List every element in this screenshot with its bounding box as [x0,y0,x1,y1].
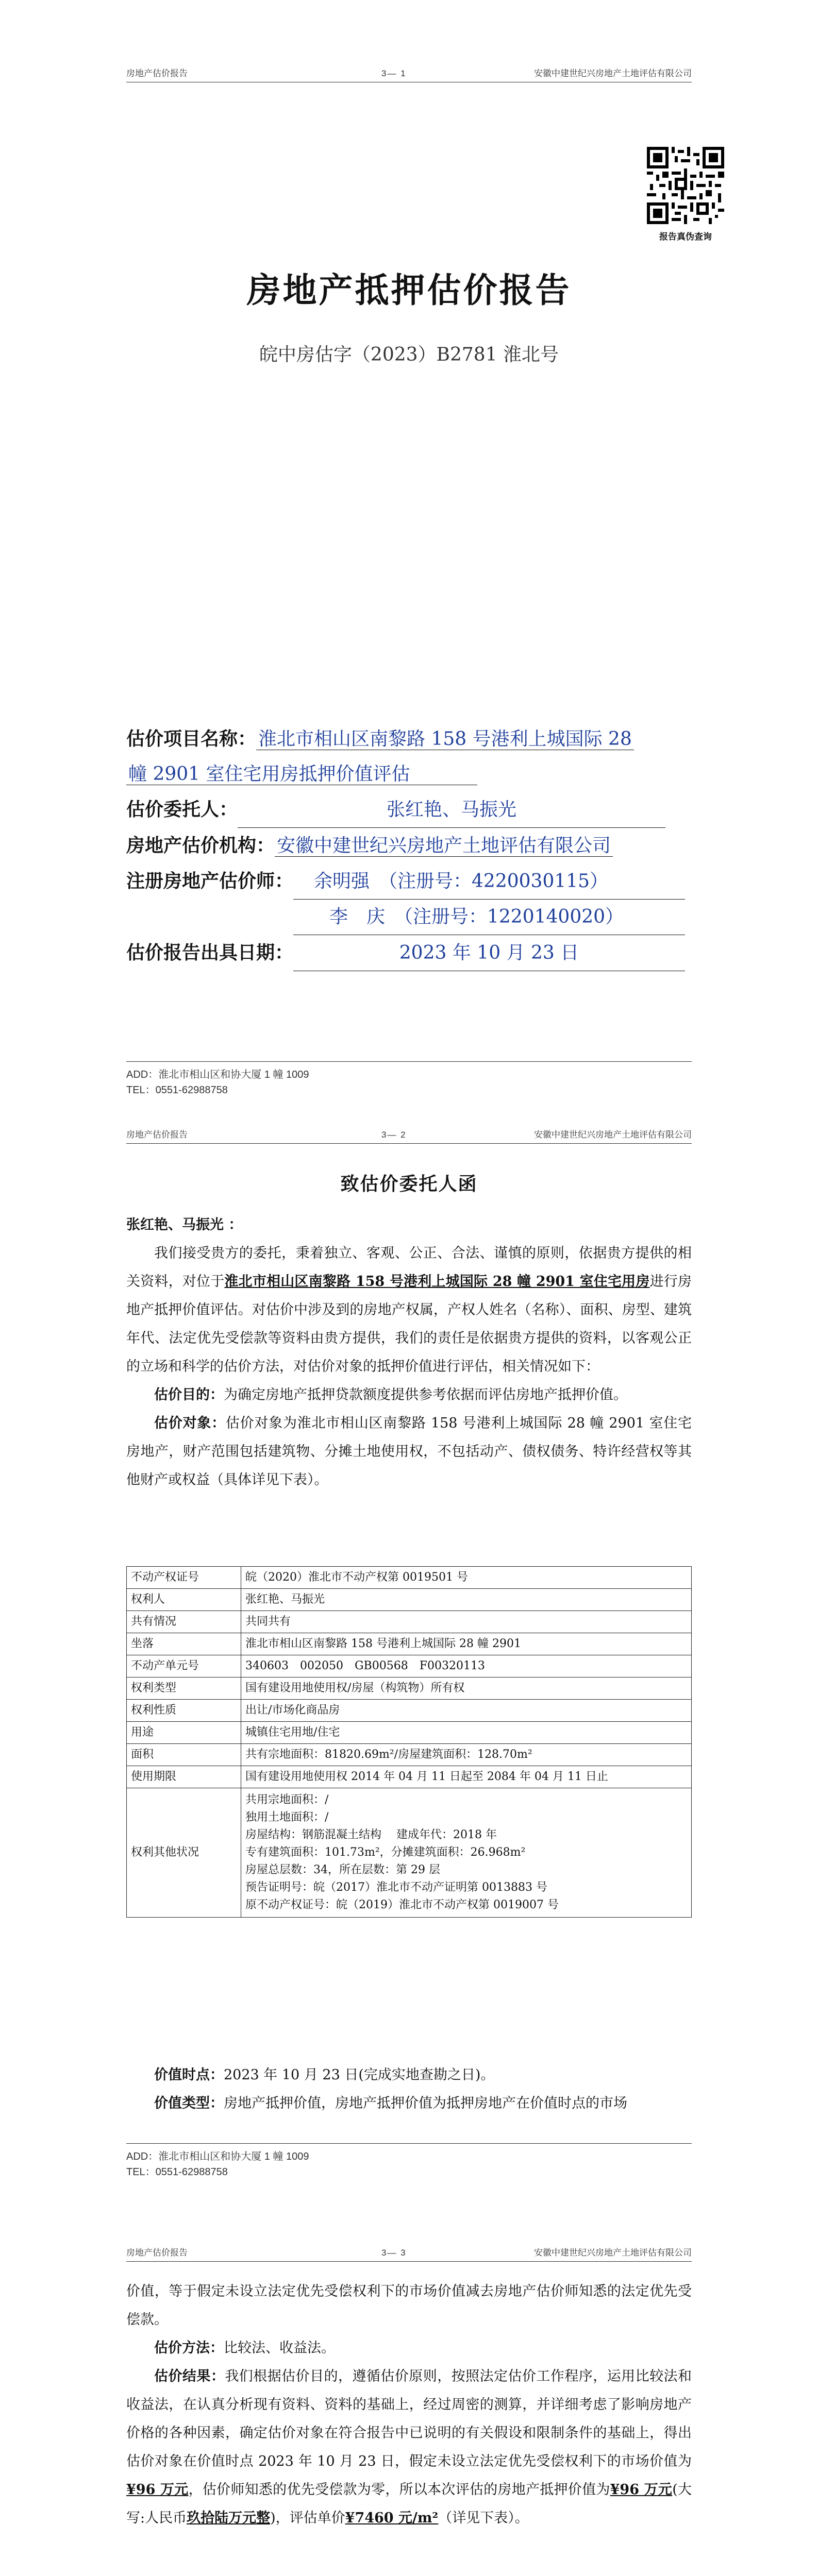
table-value: 国有建设用地使用权/房屋（构筑物）所有权 [241,1677,692,1700]
header-right: 安徽中建世纪兴房地产土地评估有限公司 [534,2248,692,2258]
org-value: 安徽中建世纪兴房地产土地评估有限公司 [275,835,613,857]
method-paragraph [126,2334,692,2362]
intro-a: 我们接受贵方的委托，秉着独立、客观、公正、合法、谨慎的原则，依据贵方提供的相关资料，对位于 [126,1245,692,1290]
result-g: )，评估单价 [270,2510,345,2526]
header-page-number: 3— 2 [381,1130,407,1140]
object-paragraph [126,1409,692,1494]
client-value: 张红艳、马振光 [238,792,665,828]
table-key: 共有情况 [127,1611,241,1633]
page-header [126,2246,692,2262]
object-text: 估价对象为淮北市相山区南黎路 158 号港利上城国际 28 幢 2901 室住宅房地产，财产范围包括建筑物、分摊土地使用权，不包括动产、债权债务、特许经营权等其他财产或权益（具体详见下表）。 [126,1415,692,1488]
other-item: 共用宗地面积：/ [245,1793,329,1806]
footer-tel: TEL：0551-62988758 [126,1084,228,1096]
header-left: 房地产估价报告 [126,1130,188,1140]
market-value: ¥96 万元 [126,2482,189,2498]
property-table [126,1566,692,1918]
date-label: 估价报告出具日期： [126,942,294,963]
table-key: 权利类型 [127,1677,241,1700]
table-row [127,1788,692,1918]
project-value-line2: 幢 2901 室住宅用房抵押价值评估 [126,764,477,785]
footer-address: ADD：淮北市相山区和协大厦 1 幢 1009 [126,1069,309,1080]
report-title: 房地产抵押估价报告 [246,270,572,310]
table-row [127,1677,692,1700]
table-value: 张红艳、马振光 [241,1589,692,1611]
page-header [126,67,692,82]
table-row [127,1567,692,1589]
table-key: 坐落 [127,1633,241,1655]
table-row [127,1766,692,1788]
result-body [126,2277,692,2532]
date-value: 2023 年 10 月 23 日 [293,936,685,971]
table-key: 用途 [127,1722,241,1744]
page-letter [0,1113,818,2221]
page-footer [126,2143,692,2180]
result-i: （详见下表）。 [438,2510,529,2526]
page-header [126,1128,692,1144]
header-page-number: 3— 1 [381,69,407,78]
purpose-label: 估价目的： [154,1387,224,1403]
table-row [127,1655,692,1677]
table-value: 340603 002050 GB00568 F00320113 [241,1655,692,1677]
object-label: 估价对象： [154,1415,226,1431]
intro-c: 进行房地产抵押价值评估。对估价中涉及到的房地产权属，产权人姓名（名称）、面积、房型、建筑年代、法定优先受偿款等资料由贵方提供，我们的责任是依据贵方提供的资料，以客观公正的立场和科学的估价方法，对估价对象的抵押价值进行评估，相关情况如下： [126,1274,692,1375]
header-right: 安徽中建世纪兴房地产土地评估有限公司 [534,69,692,78]
table-value: 淮北市相山区南黎路 158 号港利上城国际 28 幢 2901 [241,1633,692,1655]
intro-object: 淮北市相山区南黎路 158 号港利上城国际 28 幢 2901 室住宅用房 [224,1274,650,1290]
value-date-label: 价值时点： [154,2067,224,2083]
qr-caption: 报告真伪查询 [659,232,712,242]
intro-paragraph [126,1239,692,1381]
table-key: 面积 [127,1744,241,1766]
table-row [127,1744,692,1766]
table-key: 使用期限 [127,1766,241,1788]
result-a: 我们根据估价目的，遵循估价原则，按照法定估价工作程序，运用比较法和收益法，在认真分析现有资料、资料的基础上，经过周密的测算，并详细考虑了影响房地产价格的各种因素，确定估价对象在符合报告中已说明的有关假设和限制条件的基础上，得出估价对象在价值时点 2023 年 10 月 23 日，假定未设立法定优先受偿权利下的市场价值为 [126,2368,692,2469]
appraiser-2: 李 庆 （注册号：1220140020） [293,900,685,935]
appraiser-row [126,863,693,900]
other-item: 房屋总层数：34，所在层数：第 29 层 [245,1863,440,1876]
header-left: 房地产估价报告 [126,69,188,78]
letter-body-cont [126,2061,692,2117]
result-c: ，估价师知悉的优先受偿款为零，所以本次评估的房地产抵押价值为 [188,2482,610,2498]
table-row [127,1633,692,1655]
mortgage-value-cn: 玖拾陆万元整 [187,2510,271,2526]
client-row [126,792,693,828]
appraiser-label: 注册房地产估价师： [126,870,294,892]
table-value-list [241,1788,692,1918]
header-right: 安徽中建世纪兴房地产土地评估有限公司 [534,1130,692,1140]
table-row [127,1700,692,1722]
page-result [0,2221,818,2576]
footer-address: ADD：淮北市相山区和协大厦 1 幢 1009 [126,2151,309,2162]
letter-body [126,1211,692,1494]
table-value: 城镇住宅用地/住宅 [241,1722,692,1744]
appraiser-1: 余明强 （注册号：4220030115） [293,864,685,900]
client-label: 估价委托人： [126,799,238,820]
table-row [127,1611,692,1633]
value-type-continued: 价值，等于假定未设立法定优先受偿权利下的市场价值减去房地产估价师知悉的法定优先受偿款。 [126,2283,692,2328]
table-row [127,1589,692,1611]
org-label: 房地产估价机构： [126,835,275,856]
value-type-paragraph [126,2089,692,2117]
org-row [126,828,693,863]
unit-price: ¥7460 元/m² [345,2510,439,2526]
appraiser-row-2 [126,900,693,935]
salutation: 张红艳、马振光 ： [126,1217,243,1233]
other-item: 房屋结构：钢筋混凝土结构 建成年代：2018 年 [245,1828,497,1841]
qr-code[interactable] [647,147,724,224]
table-key: 不动产单元号 [127,1655,241,1677]
mortgage-value: ¥96 万元 [610,2482,673,2498]
project-value-line1: 淮北市相山区南黎路 158 号港利上城国际 28 [256,728,634,750]
table-value: 国有建设用地使用权 2014 年 04 月 11 日起至 2084 年 04 月 11 日止 [241,1766,692,1788]
other-item: 预告证明号：皖（2017）淮北市不动产证明第 0013883 号 [245,1881,547,1894]
header-left: 房地产估价报告 [126,2248,188,2258]
purpose-text: 为确定房地产抵押贷款额度提供参考依据而评估房地产抵押价值。 [224,1387,627,1403]
method-text: 比较法、收益法。 [224,2340,335,2356]
purpose-paragraph [126,1381,692,1409]
table-value: 共有宗地面积：81820.69m²/房屋建筑面积：128.70m² [241,1744,692,1766]
page-footer [126,1061,692,1098]
result-label: 估价结果： [154,2368,225,2384]
method-label: 估价方法： [154,2340,224,2356]
document-number: 皖中房估字（2023）B2781 淮北号 [259,344,559,365]
result-paragraph [126,2362,692,2532]
value-date-paragraph [126,2061,692,2089]
page-cover [0,0,818,1113]
other-item: 专有建筑面积：101.73m²，分摊建筑面积：26.968m² [245,1846,526,1859]
result-e: (大写:人民币 [126,2482,692,2526]
other-item: 原不动产权证号：皖（2019）淮北市不动产权第 0019007 号 [245,1899,559,1911]
value-date-text: 2023 年 10 月 23 日(完成实地查勘之日)。 [224,2067,495,2083]
table-row [127,1722,692,1744]
table-value: 皖（2020）淮北市不动产权第 0019501 号 [241,1567,692,1589]
project-label: 估价项目名称： [126,728,257,750]
table-key: 权利性质 [127,1700,241,1722]
footer-tel: TEL：0551-62988758 [126,2166,228,2178]
table-value: 共同共有 [241,1611,692,1633]
table-value: 出让/市场化商品房 [241,1700,692,1722]
table-key: 不动产权证号 [127,1567,241,1589]
table-key: 权利人 [127,1589,241,1611]
cover-info [126,721,693,971]
letter-title: 致估价委托人函 [340,1173,478,1195]
header-page-number: 3— 3 [381,2248,407,2258]
value-type-text: 房地产抵押价值，房地产抵押价值为抵押房地产在价值时点的市场 [224,2095,627,2111]
table-key: 权利其他状况 [127,1788,241,1918]
value-type-label: 价值类型： [154,2095,224,2111]
other-item: 独用土地面积：/ [245,1811,329,1824]
project-row [126,721,693,757]
date-row [126,935,693,971]
project-row-2 [126,757,693,792]
